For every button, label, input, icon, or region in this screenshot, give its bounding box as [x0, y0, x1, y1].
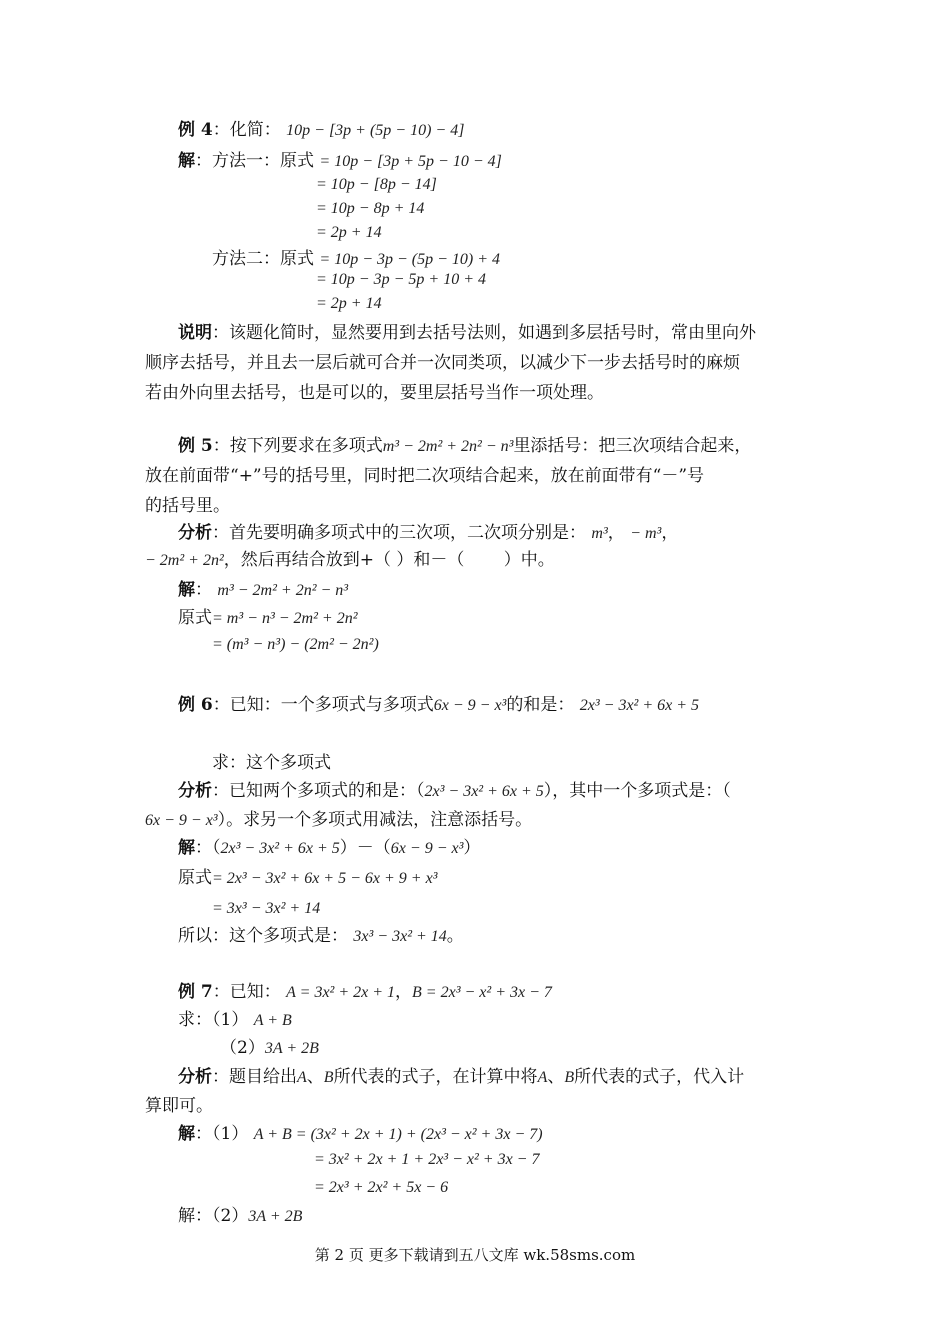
ex4-m1-step1: = 10p − [3p + 5p − 10 − 4]	[319, 153, 502, 170]
ex5-original-label: 原式	[178, 608, 212, 628]
ex5-original: 原式= m³ − n³ − 2m² + 2n²	[178, 608, 358, 628]
ex5-line3: 的括号里。	[145, 496, 230, 516]
ex4-m2-step2: = 10p − 3p − 5p + 10 + 4	[316, 271, 486, 288]
ex5-line2: 放在前面带“+”号的括号里，同时把二次项结合起来，放在前面带有“－”号	[145, 466, 705, 486]
ex7-analysis-line2: 算即可。	[145, 1096, 213, 1116]
ex7-b-definition: B = 2x³ − x² + 3x − 7	[412, 984, 552, 1001]
ex7-analysis-line1: 分析：题目给出A、B所代表的式子，在计算中将A、B所代表的式子，代入计	[178, 1067, 745, 1087]
ex4-method2-label: 方法二：原式	[212, 249, 314, 269]
ex4-m2-step3: = 2p + 14	[316, 295, 382, 312]
ex7-solution1: 解：（1） A + B = (3x² + 2x + 1) + (2x³ − x² + 3x − 7)	[178, 1124, 543, 1144]
ex5-solution: 解： m³ − 2m² + 2n² − n³	[178, 580, 349, 600]
ex4-m2-steps	[316, 268, 486, 316]
ex6-analysis-line2: 6x − 9 − x³）。求另一个多项式用减法，注意添括号。	[145, 810, 533, 830]
ex4-m1-step4: = 2p + 14	[316, 224, 382, 241]
ex5-original-step2: = (m³ − n³) − (2m² − 2n²)	[212, 636, 379, 653]
ex7-solution-label: 解	[178, 1124, 195, 1144]
ex6-original: 原式= 2x³ − 3x² + 6x + 5 − 6x + 9 + x³	[178, 868, 438, 888]
ex4-m1-step2: = 10p − [8p − 14]	[316, 176, 437, 193]
ex7-ask2: （2）3A + 2B	[220, 1038, 319, 1058]
ex4-expression: 10p − [3p + (5p − 10) − 4]	[286, 122, 465, 139]
ex5-line1: 例 5：按下列要求在多项式m³ − 2m² + 2n² − n³里添括号：把三次项结合起来，	[178, 436, 752, 456]
ex6-line1: 例 6：已知：一个多项式与多项式6x − 9 − x³的和是： 2x³ − 3x² + 6x + 5	[178, 695, 700, 715]
ex4-m1-step3: = 10p − 8p + 14	[316, 200, 425, 217]
ex6-analysis-line1: 分析：已知两个多项式的和是：（2x³ − 3x² + 6x + 5），其中一个多项式是：（	[178, 781, 731, 801]
ex4-m1-steps	[316, 173, 437, 245]
ex6-solution-label: 解	[178, 838, 195, 858]
ex6-ask: 求：这个多项式	[212, 753, 331, 773]
ex6-label: 例 6	[178, 695, 213, 715]
ex6-analysis-label: 分析	[178, 781, 212, 801]
ex7-label: 例 7	[178, 982, 213, 1002]
ex7-solution1-steps: = 3x² + 2x + 1 + 2x³ − x² + 3x − 7 = 2x³ + 2x² + 5x − 6	[314, 1151, 540, 1196]
ex4-label: 例 4	[178, 120, 213, 140]
ex5-analysis-line2: − 2m² + 2n²，然后再结合放到+（ ）和－（ ）中。	[145, 550, 555, 570]
page-footer: 第 2 页 更多下载请到五八文库 wk.58sms.com	[314, 1246, 636, 1264]
ex6-original-label: 原式	[178, 868, 212, 888]
ex7-solution2: 解：（2）3A + 2B	[178, 1206, 303, 1226]
ex4-note-line2: 顺序去括号，并且去一层后就可合并一次同类项，以减少下一步去括号时的麻烦	[145, 353, 740, 373]
ex5-polynomial: m³ − 2m² + 2n² − n³	[382, 438, 514, 455]
ex7-ask1: 求：（1） A + B	[178, 1010, 292, 1030]
ex7-analysis-label: 分析	[178, 1067, 212, 1087]
ex4-method1	[178, 149, 502, 174]
ex5-analysis-line1: 分析：首先要明确多项式中的三次项，二次项分别是： m³， − m³，	[178, 523, 679, 543]
ex4-m2-step1: = 10p − 3p − (5p − 10) + 4	[319, 251, 501, 268]
ex4-note-line1: 说明：该题化简时，显然要用到去括号法则，如遇到多层括号时，常由里向外	[178, 323, 756, 343]
ex4-heading	[178, 118, 464, 143]
ex4-note-line3: 若由外向里去括号，也是可以的，要里层括号当作一项处理。	[145, 383, 604, 403]
ex4-note-label: 说明	[178, 323, 212, 343]
ex7-line1: 例 7：已知： A = 3x² + 2x + 1，B = 2x³ − x² + 3x − 7	[178, 982, 552, 1002]
ex7-a-definition: A = 3x² + 2x + 1	[286, 984, 396, 1001]
ex6-solution: 解：（2x³ − 3x² + 6x + 5）－（6x − 9 − x³）	[178, 838, 481, 858]
ex6-conclusion: 所以：这个多项式是： 3x³ − 3x² + 14。	[178, 926, 464, 946]
ex4-method1-label: ：方法一：原式	[195, 151, 314, 171]
ex4-text: ：化简：	[212, 120, 281, 140]
ex4-solution-label: 解	[178, 151, 195, 171]
ex6-original-step2: = 3x³ − 3x² + 14	[212, 900, 321, 917]
ex5-analysis-label: 分析	[178, 523, 212, 543]
ex5-label: 例 5	[178, 436, 213, 456]
ex5-solution-label: 解	[178, 580, 195, 600]
